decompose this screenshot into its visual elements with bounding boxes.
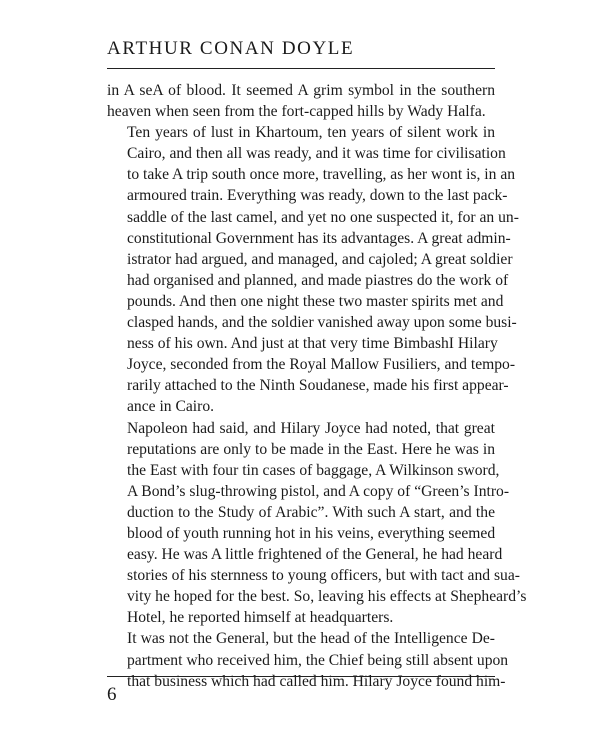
text-line: armoured train. Everything was ready, down to the last pack-	[127, 187, 508, 205]
page-number: 6	[107, 684, 117, 705]
paragraph	[107, 628, 509, 691]
paragraph	[107, 122, 519, 417]
text-line: blood of youth running hot in his veins, everything seemed	[127, 524, 496, 542]
text-line: Napoleon had said, and Hilary Joyce had noted, that great	[127, 419, 495, 437]
body-text	[107, 80, 527, 692]
text-line: ance in Cairo.	[127, 398, 215, 416]
header-rule	[107, 68, 495, 69]
text-line: rarily attached to the Ninth Soudanese, made his first appear-	[127, 377, 509, 395]
text-line: constitutional Government has its advantages. A great admin-	[127, 229, 511, 247]
text-line: Ten years of lust in Khartoum, ten years of silent work in	[127, 124, 495, 142]
text-line: duction to the Study of Arabic”. With such A start, and the	[127, 503, 495, 521]
text-line: partment who received him, the Chief being still absent upon	[127, 651, 509, 669]
text-line: the East with four tin cases of baggage, A Wilkinson sword,	[127, 461, 500, 479]
text-line: Cairo, and then all was ready, and it was time for civilisation	[127, 145, 506, 163]
text-line: clasped hands, and the soldier vanished away upon some busi-	[127, 314, 517, 332]
paragraph	[107, 418, 527, 629]
text-line: pounds. And then one night these two master spirits met and	[127, 292, 504, 310]
text-line: to take A trip south once more, travelling, as her wont is, in an	[127, 166, 516, 184]
footer-rule	[107, 676, 495, 677]
running-head: ARTHUR CONAN DOYLE	[107, 38, 355, 59]
text-line: easy. He was A little frightened of the General, he had heard	[127, 546, 503, 564]
text-line: saddle of the last camel, and yet no one suspected it, for an un-	[127, 208, 519, 226]
text-line: A Bond’s slug-throwing pistol, and A copy of “Green’s Intro-	[127, 482, 510, 500]
text-line: ness of his own. And just at that very time BimbashI Hilary	[127, 335, 498, 353]
text-line: vity he hoped for the best. So, leaving his effects at Shepheard’s	[127, 588, 527, 606]
text-line: had organised and planned, and made piastres do the work of	[127, 271, 509, 289]
text-line: in A seA of blood. It seemed A grim symbol in the southern	[107, 82, 495, 99]
text-line: istrator had argued, and managed, and cajoled; A great soldier	[127, 250, 513, 268]
text-line: that business which had called him. Hilary Joyce found him-	[127, 672, 506, 690]
text-line: stories of his sternness to young officers, but with tact and sua-	[127, 567, 520, 585]
text-line: It was not the General, but the head of the Intelligence De-	[127, 630, 495, 648]
paragraph	[107, 80, 495, 122]
text-line: Hotel, he reported himself at headquarters.	[127, 609, 394, 627]
text-line: Joyce, seconded from the Royal Mallow Fusiliers, and tempo-	[127, 356, 516, 374]
text-line: heaven when seen from the fort-capped hills by Wady Halfa.	[107, 103, 486, 121]
text-line: reputations are only to be made in the East. Here he was in	[127, 440, 495, 458]
